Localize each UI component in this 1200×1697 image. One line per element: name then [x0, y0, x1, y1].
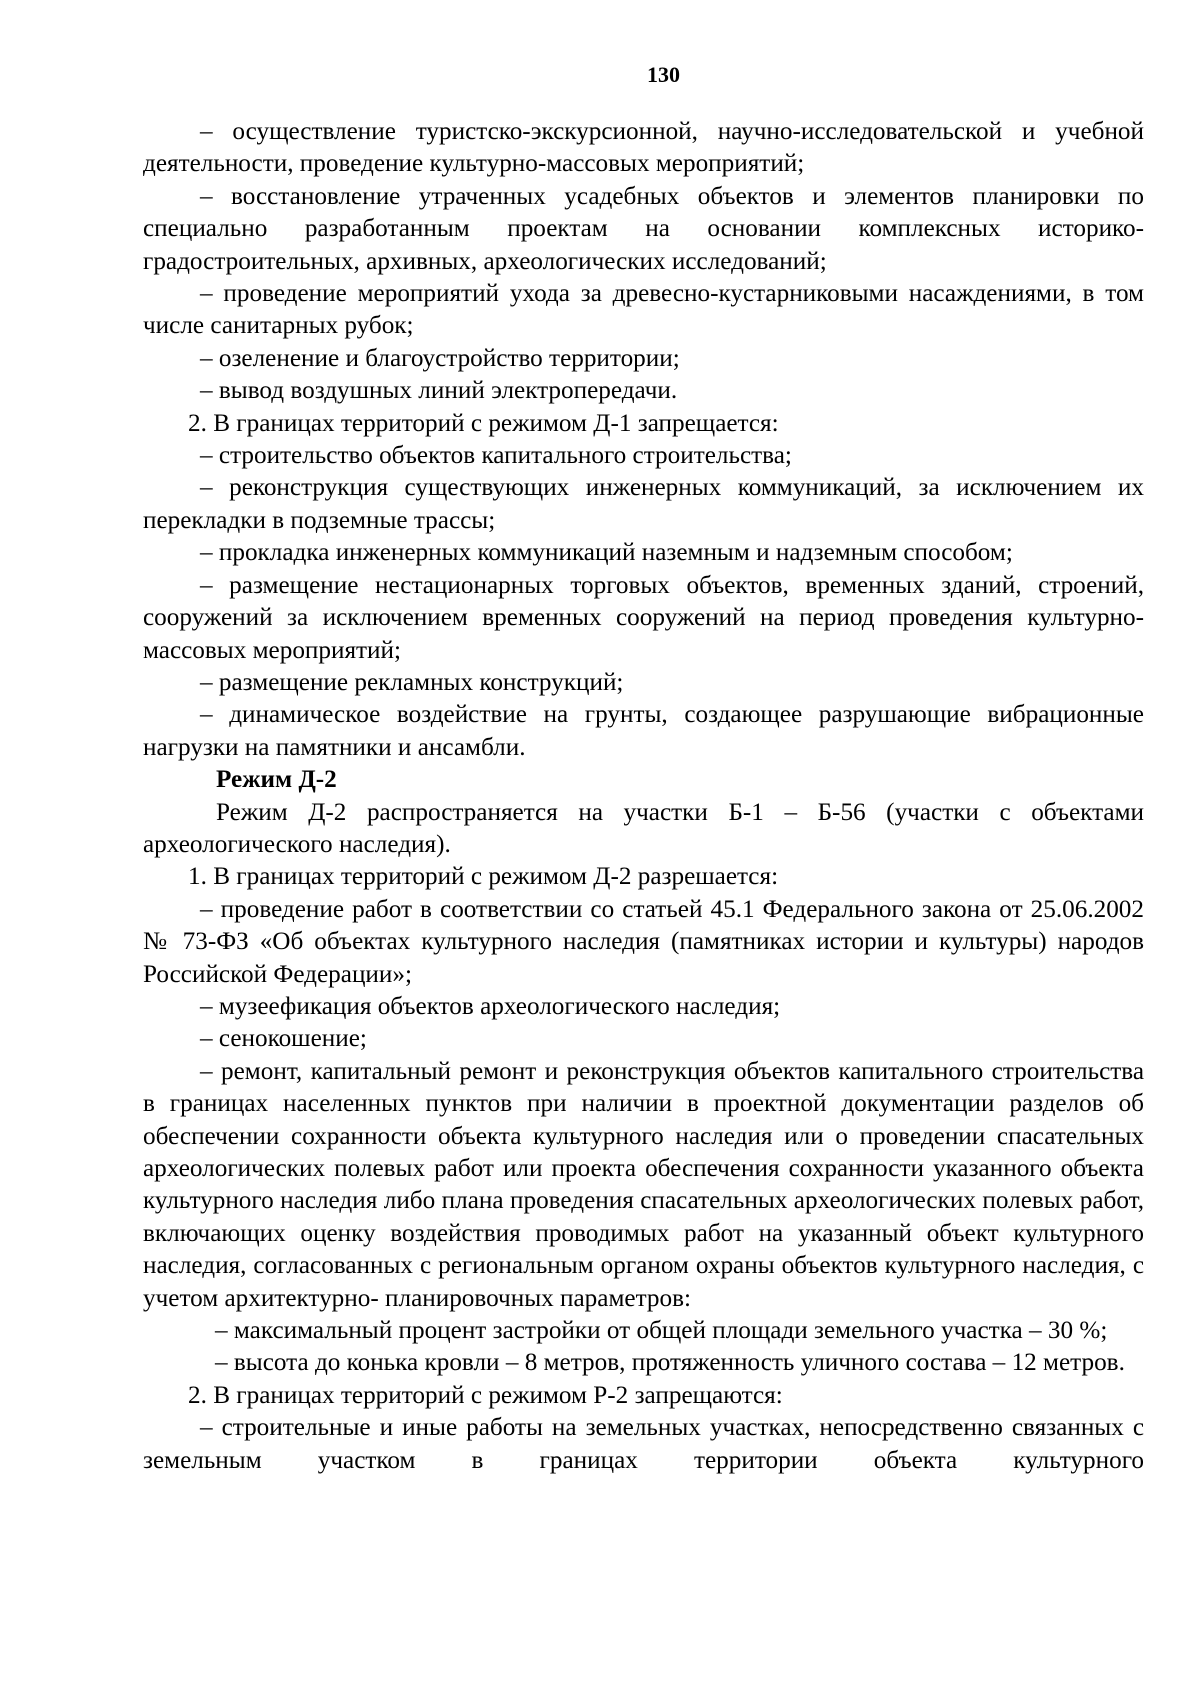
- paragraph-no-advertising: – размещение рекламных конструкций;: [200, 668, 624, 696]
- paragraph-d2-allowed-heading: 1. В границах территорий с режимом Д-2 разрешается:: [188, 863, 779, 891]
- page-number: 130: [647, 62, 680, 87]
- paragraph-landscaping: – озеленение и благоустройство территории;: [200, 344, 680, 372]
- paragraph-works-per-law: – проведение работ в соответствии со статьей 45.1 Федерального закона от 25.06.2002: [200, 895, 1144, 923]
- paragraph-haymaking: – сенокошение;: [200, 1025, 367, 1053]
- paragraph-no-reconstruction: – реконструкция существующих инженерных коммуникаций, за исключением их перекладки в подземные трассы;: [143, 474, 1144, 534]
- paragraph-construction-works: – строительные и иные работы на земельных участках, непосредственно связанных с земельным участком в границах территории объекта культурного: [143, 1414, 1144, 1474]
- paragraph-law-title: № 73-ФЗ «Об объектах культурного наследия (памятниках истории и культуры) народов Российской Федерации»;: [143, 928, 1144, 988]
- paragraph-r2-prohibited-heading: 2. В границах территорий с режимом Р-2 запрещаются:: [188, 1381, 783, 1409]
- paragraph-restoration: – восстановление утраченных усадебных объектов и элементов планировки по специально разработанным проектам на основании комплексных историко-градостроительных, архивных, археологических исследований;: [143, 182, 1144, 275]
- paragraph-tourism: – осуществление туристско-экскурсионной, научно-исследовательской и учебной деятельности, проведение культурно-массовых мероприятий;: [143, 118, 1144, 178]
- paragraph-max-coverage: – максимальный процент застройки от общей площади земельного участка – 30 %;: [215, 1317, 1108, 1345]
- paragraph-power-lines: – вывод воздушных линий электропередачи.: [200, 377, 678, 405]
- paragraph-museumification: – музеефикация объектов археологического наследия;: [200, 992, 781, 1020]
- paragraph-tree-care: – проведение мероприятий ухода за древесно-кустарниковыми насаждениями, в том числе санитарных рубок;: [143, 280, 1144, 340]
- paragraph-no-vibration: – динамическое воздействие на грунты, создающее разрушающие вибрационные нагрузки на памятники и ансамбли.: [143, 701, 1144, 761]
- paragraph-no-construction: – строительство объектов капитального строительства;: [200, 442, 792, 470]
- paragraph-repair-reconstruction: – ремонт, капитальный ремонт и реконструкция объектов капитального строительства в границах населенных пунктов при наличии в проектной документации разделов об обеспечении сохранности объекта культурного наследия или о проведении спасательных археологических полевых работ или проекта обеспечения сохранности указанного объекта культурного наследия либо плана проведения спасательных археологических полевых работ, включающих оценку воздействия проводимых работ на указанный объект культурного наследия, согласованных с региональным органом охраны объектов культурного наследия, с учетом архитектурно- планировочных параметров:: [143, 1057, 1144, 1312]
- paragraph-height-limit: – высота до конька кровли – 8 метров, протяженность уличного состава – 12 метров.: [215, 1349, 1125, 1377]
- paragraph-d2-scope: Режим Д-2 распространяется на участки Б-1 – Б-56 (участки с объектами археологического наследия).: [143, 798, 1144, 858]
- paragraph-d1-prohibited-heading: 2. В границах территорий с режимом Д-1 запрещается:: [188, 409, 779, 437]
- paragraph-no-temporary-objects: – размещение нестационарных торговых объектов, временных зданий, строений, сооружений за исключением временных сооружений на период проведения культурно-массовых мероприятий;: [143, 571, 1144, 664]
- paragraph-no-surface-utilities: – прокладка инженерных коммуникаций наземным и надземным способом;: [200, 539, 1013, 567]
- section-heading-d2: Режим Д-2: [216, 766, 337, 794]
